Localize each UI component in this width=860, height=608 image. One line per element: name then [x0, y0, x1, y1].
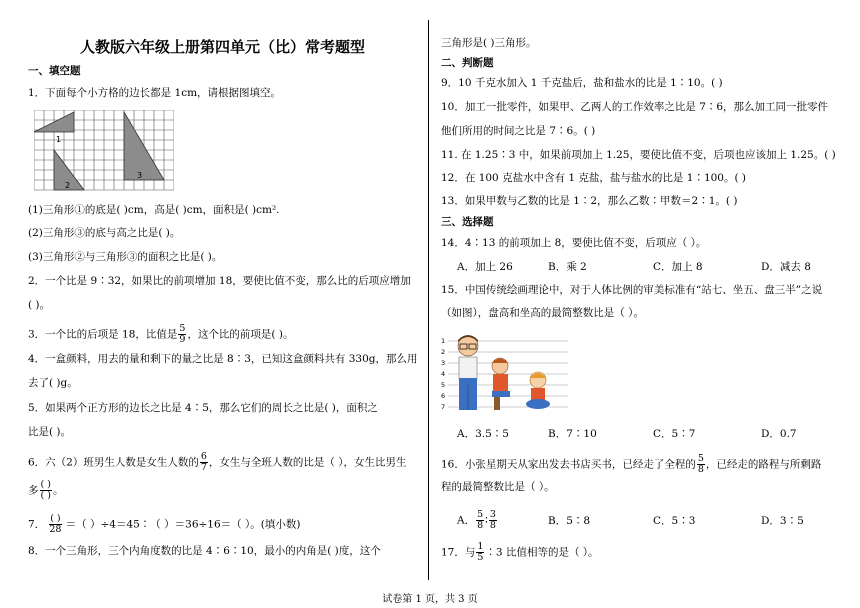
question-2-line-2: ( )。 — [28, 299, 51, 311]
fraction-numerator: ( ) — [50, 513, 61, 524]
question-3-text-a: 3．一个比的后项是 18，比值是 — [28, 328, 178, 341]
question-6-line-1 — [28, 452, 407, 473]
fraction-6-7 — [200, 452, 208, 473]
section-fill-in: 一、填空题 — [28, 65, 81, 77]
question-8-line-1: 8．一个三角形，三个内角度数的比是 4∶6∶10，最小的内角是( )度，这个 — [28, 545, 381, 557]
scale-number: 6 — [441, 392, 446, 400]
question-17-text-b: ∶3 比值相等的是（ ）。 — [485, 546, 599, 559]
question-16-text-b: ，已经走的路程与所剩路 — [705, 458, 822, 471]
question-5-line-1: 5．如果两个正方形的边长之比是 4∶5，那么它们的周长之比是( )，面积之 — [28, 402, 378, 414]
question-6-text-c: 多 — [28, 484, 39, 497]
question-12: 12．在 100 克盐水中含有 1 克盐，盐与盐水的比是 1∶100。( ) — [441, 172, 747, 184]
fraction-numerator: 3 — [489, 509, 496, 520]
fraction-5-8 — [697, 454, 705, 475]
question-7 — [28, 514, 300, 535]
scale-number: 4 — [441, 370, 446, 378]
fraction-numerator: 5 — [477, 509, 484, 520]
question-17 — [441, 542, 599, 563]
fraction-denominator: 8 — [697, 464, 704, 475]
fraction-numerator: ( ) — [40, 479, 51, 490]
section-true-false: 二、判断题 — [441, 57, 494, 69]
fraction-5-8 — [476, 510, 484, 531]
question-9: 9．10 千克水加入 1 千克盐后，盐和盐水的比是 1∶10。( ) — [441, 77, 723, 89]
fraction-3-8 — [489, 510, 497, 531]
fraction-blank-28 — [49, 514, 61, 535]
fraction-denominator: 7 — [200, 462, 207, 473]
section-multiple-choice: 三、选择题 — [441, 216, 494, 228]
column-divider — [428, 20, 429, 580]
question-10-line-1: 10．加工一批零件，如果甲、乙两人的工作效率之比是 7∶6，那么加工同一批零件 — [441, 101, 829, 113]
fraction-5-9 — [178, 324, 186, 345]
body-proportion-figure — [440, 330, 570, 414]
fraction-denominator: ( ) — [40, 490, 51, 501]
fraction-denominator: 8 — [477, 520, 484, 531]
q15-option-b: B．7∶10 — [548, 428, 597, 440]
q14-option-d: D．减去 8 — [761, 261, 811, 273]
question-8-line-2: 三角形是( )三角形。 — [441, 37, 537, 49]
fraction-blank — [40, 480, 52, 501]
scale-number: 7 — [441, 403, 446, 411]
q16-option-c: C．5∶3 — [653, 515, 696, 527]
question-3 — [28, 324, 293, 345]
triangle-2-label: 2 — [65, 181, 71, 190]
q16-option-d: D．3∶5 — [761, 515, 804, 527]
scale-number: 3 — [441, 359, 446, 367]
question-7-text-a: 7． — [28, 518, 46, 531]
question-1-1: (1)三角形①的底是( )cm，高是( )cm，面积是( )cm². — [28, 204, 280, 216]
grid-figure — [34, 110, 174, 192]
page-title: 人教版六年级上册第四单元（比）常考题型 — [80, 38, 366, 56]
fraction-denominator: 9 — [179, 334, 186, 345]
triangle-1-label: 1 — [56, 135, 62, 144]
question-4-line-2: 去了( )g。 — [28, 377, 78, 389]
q14-option-a: A．加上 26 — [457, 261, 513, 273]
question-17-text-a: 17．与 — [441, 546, 476, 559]
fraction-numerator: 5 — [697, 453, 704, 464]
fraction-denominator: 28 — [49, 524, 62, 535]
q16-option-a — [457, 510, 498, 531]
q15-option-c: C．5∶7 — [653, 428, 696, 440]
question-14: 14．4∶13 的前项加上 8，要使比值不变，后项应（ ）。 — [441, 237, 707, 249]
q16-option-b: B．5∶8 — [548, 515, 591, 527]
q15-option-d: D．0.7 — [761, 428, 797, 440]
fraction-1-5 — [476, 542, 484, 563]
question-16-text-a: 16．小张星期天从家出发去书店买书，已经走了全程的 — [441, 458, 696, 471]
question-6-text-a: 6．六（2）班男生人数是女生人数的 — [28, 456, 199, 469]
question-6-text-b: ，女生与全班人数的比是（ ），女生比男生 — [208, 456, 407, 469]
question-10-line-2: 他们所用的时间之比是 7∶6。( ) — [441, 125, 596, 137]
question-2-line-1: 2．一个比是 9∶32，如果比的前项增加 18，要使比值不变，那么比的后项应增加 — [28, 275, 411, 287]
fraction-numerator: 1 — [477, 541, 484, 552]
question-1: 1．下面每个小方格的边长都是 1cm，请根据图填空。 — [28, 87, 282, 99]
fraction-numerator: 6 — [200, 451, 207, 462]
question-1-3: (3)三角形②与三角形③的面积之比是( )。 — [28, 251, 223, 263]
question-5-line-2: 比是( )。 — [28, 426, 72, 438]
question-15-line-2: （如图），盘高和坐高的最简整数比是（ ）。 — [441, 307, 644, 319]
q15-option-a: A．3.5∶5 — [457, 428, 509, 440]
question-16-line-1 — [441, 454, 821, 475]
scale-number: 5 — [441, 381, 446, 389]
question-6-line-2 — [28, 480, 63, 501]
scale-number: 2 — [441, 348, 446, 356]
scale-number: 1 — [441, 337, 446, 345]
question-15-line-1: 15．中国传统绘画理论中，对于人体比例的审美标准有“站七、坐五、盘三半”之说 — [441, 284, 823, 296]
option-a-label: A． — [457, 514, 476, 527]
q14-option-c: C．加上 8 — [653, 261, 703, 273]
question-13: 13．如果甲数与乙数的比是 1∶2，那么乙数∶甲数＝2∶1。( ) — [441, 195, 738, 207]
question-6-text-d: 。 — [52, 484, 64, 497]
question-1-2: (2)三角形③的底与高之比是( )。 — [28, 227, 181, 239]
fraction-denominator: 5 — [477, 552, 484, 563]
question-4-line-1: 4．一盒颜料，用去的量和剩下的量之比是 8∶3，已知这盒颜料共有 330g，那么用 — [28, 353, 418, 365]
question-3-text-b: ，这个比的前项是( )。 — [187, 328, 294, 341]
fraction-numerator: 5 — [179, 323, 186, 334]
question-7-text-b: ＝（ ）÷4＝45∶（ ）＝36÷16＝（ ）。(填小数) — [65, 518, 301, 531]
q14-option-b: B．乘 2 — [548, 261, 587, 273]
ratio-colon: ∶ — [485, 514, 488, 527]
question-11: 11. 在 1.25∶3 中，如果前项加上 1.25，要使比值不变，后项也应该加上 1.25。( ) — [441, 149, 836, 161]
triangle-3-label: 3 — [137, 171, 143, 180]
fraction-denominator: 8 — [489, 520, 496, 531]
question-16-line-2: 程的最简整数比是（ ）。 — [441, 481, 555, 493]
page-footer: 试卷第 1 页，共 3 页 — [382, 594, 478, 605]
standing-boy-illustration — [458, 335, 478, 410]
